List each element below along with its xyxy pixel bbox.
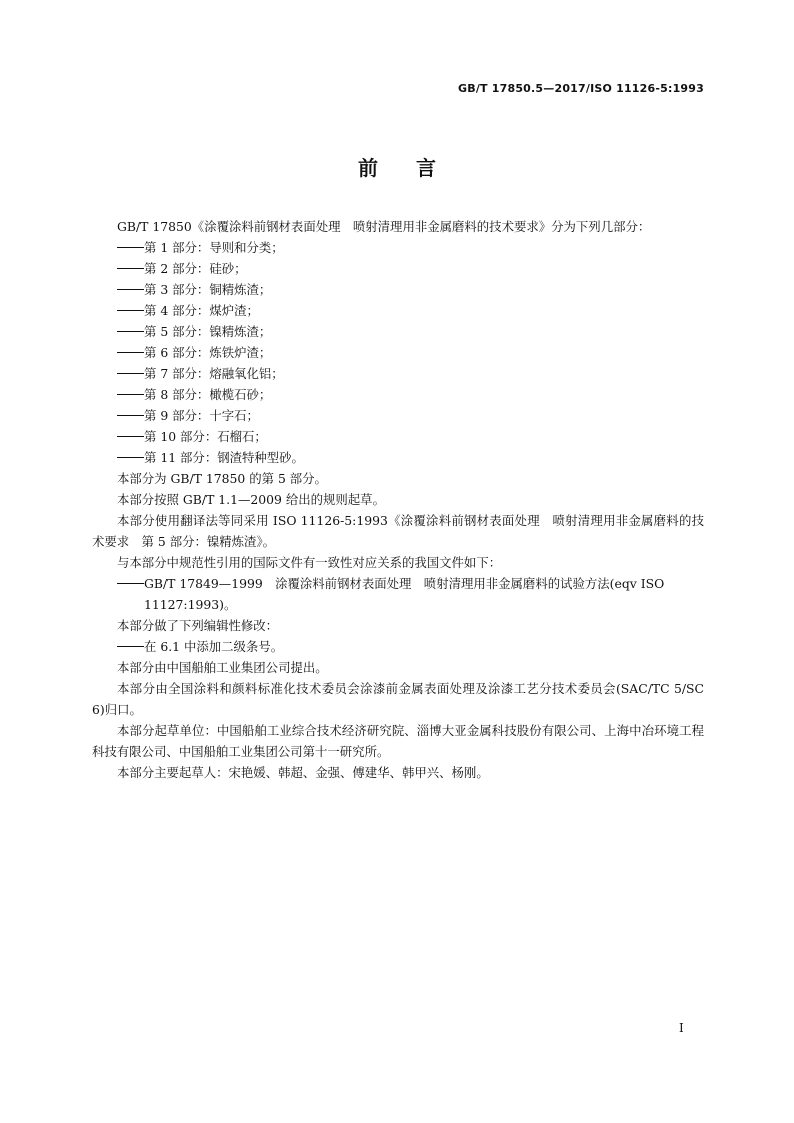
- list-item: 第 4 部分：煤炉渣；: [92, 300, 704, 321]
- administered-by-statement: 本部分由全国涂料和颜料标准化技术委员会涂漆前金属表面处理及涂漆工艺分技术委员会(SAC/TC 5/SC 6)归口。: [92, 681, 704, 717]
- em-dash-marker: [117, 352, 144, 353]
- em-dash-marker: [117, 268, 144, 269]
- foreword-body: [92, 216, 704, 783]
- em-dash-marker: [117, 289, 144, 290]
- correspondence-item: GB/T 17849—1999 涂覆涂料前钢材表面处理 喷射清理用非金属磨料的试验方法(eqv ISO 11127:1993)。: [92, 573, 704, 615]
- list-item: 第 5 部分：镍精炼渣；: [92, 321, 704, 342]
- em-dash-marker: [117, 457, 144, 458]
- em-dash-marker: [117, 394, 144, 395]
- em-dash-marker: [117, 583, 144, 584]
- standard-code-header: GB/T 17850.5—2017/ISO 11126-5:1993: [458, 82, 704, 95]
- list-item: 第 2 部分：硅砂；: [92, 258, 704, 279]
- em-dash-marker: [117, 310, 144, 311]
- edits-item: 在 6.1 中添加二级条号。: [92, 636, 704, 657]
- em-dash-marker: [117, 247, 144, 248]
- list-item: 第 11 部分：钢渣特种型砂。: [92, 447, 704, 468]
- translation-statement: 本部分使用翻译法等同采用 ISO 11126-5:1993《涂覆涂料前钢材表面处理 喷射清理用非金属磨料的技术要求 第 5 部分：镍精炼渣》。: [92, 513, 704, 549]
- em-dash-marker: [117, 415, 144, 416]
- list-item: 第 1 部分：导则和分类；: [92, 237, 704, 258]
- list-item: 第 9 部分：十字石；: [92, 405, 704, 426]
- part-of-statement: 本部分为 GB/T 17850 的第 5 部分。: [117, 471, 327, 486]
- em-dash-marker: [117, 373, 144, 374]
- page-title: 前言: [358, 156, 474, 180]
- list-item: 第 7 部分：熔融氧化铝；: [92, 363, 704, 384]
- drafters-statement: 本部分主要起草人：宋艳媛、韩超、金强、傅建华、韩甲兴、杨刚。: [117, 765, 489, 780]
- em-dash-marker: [117, 436, 144, 437]
- list-item: 第 10 部分：石榴石；: [92, 426, 704, 447]
- list-item: 第 3 部分：铜精炼渣；: [92, 279, 704, 300]
- drafting-rules-statement: 本部分按照 GB/T 1.1—2009 给出的规则起草。: [117, 492, 385, 507]
- proposed-by-statement: 本部分由中国船舶工业集团公司提出。: [117, 660, 328, 675]
- correspondence-intro: 与本部分中规范性引用的国际文件有一致性对应关系的我国文件如下：: [117, 555, 502, 570]
- drafting-units-statement: 本部分起草单位：中国船舶工业综合技术经济研究院、淄博大亚金属科技股份有限公司、上海中冶环境工程科技有限公司、中国船舶工业集团公司第十一研究所。: [92, 723, 704, 759]
- edits-intro: 本部分做了下列编辑性修改：: [117, 618, 279, 633]
- parts-list: [92, 237, 704, 468]
- list-item: 第 6 部分：炼铁炉渣；: [92, 342, 704, 363]
- page-number: I: [679, 1021, 684, 1035]
- em-dash-marker: [117, 331, 144, 332]
- intro-paragraph: GB/T 17850《涂覆涂料前钢材表面处理 喷射清理用非金属磨料的技术要求》分为下列几部分：: [117, 219, 651, 234]
- em-dash-marker: [117, 646, 144, 647]
- list-item: 第 8 部分：橄榄石砂；: [92, 384, 704, 405]
